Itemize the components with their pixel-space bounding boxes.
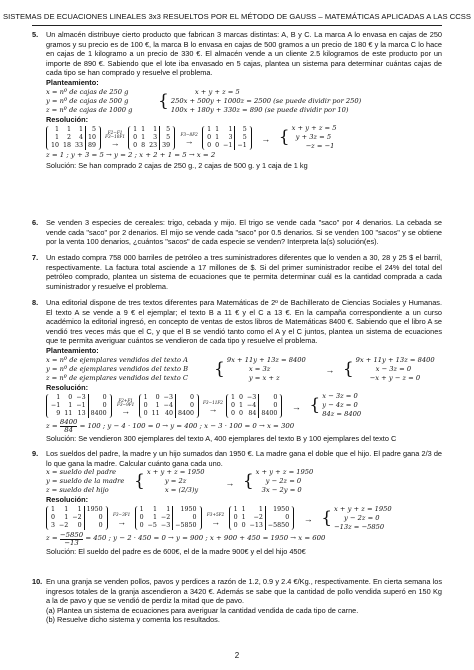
- matrix-cell: 1: [133, 125, 138, 133]
- matrix-cell: 1: [55, 125, 60, 133]
- variable-definitions: [46, 356, 214, 383]
- gauss-steps: [46, 392, 442, 419]
- matrix-cell: 1950: [173, 506, 199, 514]
- matrix-row: [49, 506, 105, 514]
- back-substitution-rest: = 450 ; y − 2 · 450 = 0 → y = 900 ; x + 900 + 450 = 1950 → x = 600: [85, 534, 326, 543]
- matrix-cell: 0: [68, 393, 73, 401]
- matrix-cell: 0: [77, 522, 82, 530]
- triangular-system: [334, 505, 392, 532]
- system-brace: {: [321, 507, 333, 528]
- problem-7: [32, 253, 442, 291]
- matrix-cell: 0: [84, 522, 105, 530]
- fraction: $\frac{8400}{84}$: [59, 418, 78, 435]
- matrix-cell: 1: [153, 125, 158, 133]
- matrix-cell: 2: [67, 133, 72, 141]
- variable-y: y = nº de ejemplares vendidos del texto B: [46, 364, 189, 373]
- back-substitution: [46, 419, 442, 434]
- problem-number: 7.: [32, 253, 39, 262]
- matrix-cell: 0: [139, 514, 144, 522]
- equation-2: x − 3z = 0: [375, 364, 412, 373]
- matrix-cell: 1: [141, 133, 146, 141]
- matrix-cell: −1: [235, 142, 249, 150]
- matrix-cell: 9: [56, 409, 61, 417]
- augmented-matrix-3: [202, 126, 252, 150]
- matrix-cell: 0: [143, 409, 148, 417]
- variable-definitions: [46, 88, 158, 115]
- equation-system-rearranged: [256, 468, 314, 495]
- row-operation-arrow: F3−8F2 →: [180, 131, 198, 146]
- variable-y: y = sueldo de la madre: [46, 477, 125, 486]
- matrix-row: [142, 394, 196, 402]
- matrix-cell: 0: [265, 514, 291, 522]
- matrix-cell: 0: [51, 514, 56, 522]
- system-brace: {: [309, 395, 321, 416]
- question-a: (a) Plantea un sistema de ecuaciones para averiguar la cantidad vendida de cada tipo de carne.: [46, 605, 359, 615]
- matrix-cell: −1: [51, 401, 61, 409]
- z-label: z =: [46, 534, 58, 543]
- augmented-matrix-3: [229, 506, 295, 530]
- matrix-cell: 1: [55, 133, 60, 141]
- matrix-cell: −5: [147, 522, 157, 530]
- matrix-cell: −13: [249, 522, 263, 530]
- matrix-row: [232, 522, 292, 530]
- equation-3: 100x + 180y + 330z = 890 (se puede dividir por 10): [170, 105, 349, 114]
- matrix-cell: 1: [241, 514, 246, 522]
- matrix-cell: 1: [56, 393, 61, 401]
- implies-arrow: →: [225, 477, 235, 488]
- matrix-cell: 4: [79, 133, 84, 141]
- matrix-row: [131, 142, 172, 150]
- equation-1: x − 3z = 0: [322, 392, 358, 401]
- matrix-cell: 0: [133, 141, 138, 149]
- matrix-cell: 0: [233, 522, 238, 530]
- fraction: $\frac{-5850}{-13}$: [59, 530, 84, 547]
- matrix-cell: 3: [51, 522, 56, 530]
- matrix-cell: 0: [155, 393, 160, 401]
- matrix-cell: 0: [259, 394, 280, 402]
- question-b: (b) Resuelve dicho sistema y comenta los resultados.: [46, 615, 220, 625]
- matrix-cell: 0: [88, 394, 109, 402]
- matrix-row: [49, 142, 98, 150]
- matrix-cell: −4: [163, 401, 173, 409]
- equation-system: [227, 356, 317, 383]
- matrix-cell: −2: [72, 514, 82, 522]
- equation-1: x + y + z = 5: [291, 124, 337, 133]
- matrix-cell: 39: [160, 142, 173, 150]
- matrix-cell: −1: [76, 401, 86, 409]
- matrix-cell: −2: [253, 514, 263, 522]
- equation-1: 9x + 11y + 13z = 8400: [355, 355, 435, 364]
- equation-1: x + y + z = 1950: [255, 468, 314, 477]
- system-brace: {: [242, 471, 254, 492]
- solution-text: Solución: Se han comprado 2 cajas de 250 g., 2 cajas de 500 g. y 1 caja de 1 kg: [46, 160, 308, 170]
- matrix-cell: −3: [163, 393, 173, 401]
- matrix-row: [229, 402, 279, 410]
- matrix-row: [232, 514, 292, 522]
- problem-number: 9.: [32, 449, 39, 458]
- matrix-cell: 1: [207, 125, 212, 133]
- variable-z: z = sueldo del hijo: [46, 486, 109, 495]
- equation-3: −z = −1: [305, 142, 335, 151]
- gauss-steps: [46, 124, 442, 151]
- matrix-row: [49, 126, 98, 134]
- equation-2: x = 3z: [248, 364, 271, 373]
- equation-1: x + y + z = 1950: [334, 504, 392, 513]
- equation-system-rearranged: [356, 356, 435, 383]
- matrix-cell: 8: [141, 141, 146, 149]
- matrix-cell: 13: [77, 409, 86, 417]
- matrix-cell: 1: [64, 514, 69, 522]
- equation-1: x + y + z = 5: [194, 87, 240, 96]
- variable-z: z = nº de cajas de 1000 g: [46, 105, 133, 114]
- equation-2: y − 2z = 0: [344, 513, 380, 522]
- row-operation-arrow: F3−11F2 →: [203, 399, 223, 414]
- problem-6: [32, 218, 442, 247]
- equation-system: [147, 468, 217, 495]
- matrix-row: [229, 394, 279, 402]
- equation-2: y + 3z = 5: [295, 133, 332, 142]
- matrix-cell: 5: [235, 134, 249, 142]
- matrix-cell: 0: [215, 141, 220, 149]
- augmented-matrix-2: [128, 126, 175, 150]
- matrix-cell: 0: [207, 141, 212, 149]
- matrix-cell: 1: [152, 506, 157, 514]
- matrix-cell: 0: [175, 394, 196, 402]
- problem-number: 6.: [32, 218, 39, 227]
- variable-x: x = nº de ejemplares vendidos del texto A: [46, 355, 188, 364]
- problem-number: 5.: [32, 30, 39, 39]
- matrix-cell: 1: [79, 125, 84, 133]
- implies-arrow: →: [303, 514, 313, 525]
- system-brace: {: [214, 358, 225, 379]
- matrix-row: [138, 522, 199, 530]
- equation-1: x + y + z = 1950: [146, 468, 205, 477]
- header-rule: [32, 25, 442, 26]
- system-brace: {: [278, 127, 290, 148]
- system-brace: {: [134, 471, 145, 492]
- matrix-cell: −1: [223, 141, 233, 149]
- matrix-cell: 33: [75, 141, 84, 149]
- matrix-row: [49, 394, 109, 402]
- matrix-row: [138, 514, 199, 522]
- equation-3: 3x − 2y = 0: [261, 486, 302, 495]
- equation-2: 250x + 500y + 1000z = 2500 (se puede dividir por 250): [170, 96, 362, 105]
- matrix-row: [205, 142, 249, 150]
- matrix-cell: 18: [63, 141, 72, 149]
- matrix-row: [205, 134, 249, 142]
- row-operation-arrow: F3+5F2 →: [206, 512, 225, 527]
- matrix-cell: 1: [231, 393, 236, 401]
- matrix-cell: 0: [84, 514, 105, 522]
- matrix-cell: 10: [51, 141, 60, 149]
- matrix-row: [138, 506, 199, 514]
- matrix-cell: 0: [241, 522, 246, 530]
- page-number: 2: [234, 651, 240, 660]
- augmented-matrix-1: [46, 394, 112, 418]
- equation-2: y − 4z = 0: [322, 401, 358, 410]
- matrix-cell: 1: [166, 506, 171, 514]
- system-brace: {: [158, 90, 169, 111]
- gauss-steps: [46, 505, 442, 532]
- triangular-system: [292, 124, 337, 151]
- matrix-cell: 0: [231, 409, 236, 417]
- matrix-cell: 8400: [259, 410, 280, 418]
- augmented-matrix-2: [135, 506, 202, 530]
- matrix-cell: −5850: [265, 522, 291, 530]
- matrix-cell: −3: [247, 393, 257, 401]
- solution-text: Solución: El sueldo del padre es de 600€, el de la madre 900€ y el del hijo 450€: [46, 546, 306, 556]
- matrix-cell: 1: [233, 506, 238, 514]
- equation-1: 9x + 11y + 13z = 8400: [226, 355, 306, 364]
- matrix-cell: 1: [239, 401, 244, 409]
- matrix-cell: −4: [247, 401, 257, 409]
- augmented-matrix-1: [46, 506, 108, 530]
- matrix-cell: 1: [143, 393, 148, 401]
- page-header: SISTEMAS DE ECUACIONES LINEALES 3x3 RESUELTOS POR EL MÉTODO DE GAUSS – MATEMÁTICAS APLICADAS A LAS CCSS: [2, 12, 472, 21]
- row-operation-arrow: F2−F1 F3−10F1 →: [105, 129, 126, 149]
- problem-8: [32, 298, 442, 444]
- variable-x: x = sueldo del padre: [46, 468, 117, 477]
- matrix-cell: 0: [207, 133, 212, 141]
- equation-3: x = (2/3)y: [164, 486, 199, 495]
- matrix-cell: 10: [86, 134, 99, 142]
- matrix-cell: 1: [139, 506, 144, 514]
- planteamiento-block: [46, 468, 442, 495]
- matrix-cell: −2: [160, 514, 171, 522]
- equation-3: y = x + z: [248, 373, 280, 382]
- matrix-cell: 1950: [84, 506, 105, 514]
- back-substitution-rest: = 100 ; y − 4 · 100 = 0 → y = 400 ; x − 3 · 100 = 0 → x = 300: [79, 421, 295, 430]
- matrix-row: [131, 126, 172, 134]
- variable-y: y = nº de cajas de 500 g: [46, 96, 129, 105]
- matrix-cell: 23: [149, 141, 158, 149]
- equation-2: y = 2z: [164, 477, 187, 486]
- triangular-system: [322, 392, 361, 419]
- variable-z: z = nº de ejemplares vendidos del texto C: [46, 373, 188, 382]
- variable-x: x = nº de cajas de 250 g: [46, 87, 129, 96]
- matrix-cell: 0: [239, 409, 244, 417]
- matrix-cell: 0: [175, 402, 196, 410]
- matrix-cell: 1: [64, 506, 69, 514]
- matrix-cell: 5: [235, 126, 249, 134]
- matrix-row: [232, 506, 292, 514]
- planteamiento-heading: Planteamiento:: [46, 77, 99, 87]
- augmented-matrix-2: [139, 394, 199, 418]
- matrix-row: [131, 134, 172, 142]
- matrix-cell: 1: [68, 401, 73, 409]
- matrix-cell: 3: [228, 133, 233, 141]
- problem-statement: Una editorial dispone de tres textos diferentes para Matemáticas de 2º de Bachillerato de Ciencias Sociales y Humanas. El texto A se vende a 9 € el ejemplar; el texto B a 11 € y el C a 13 €. En la campaña correspondiente a un curso académico la editorial ingresó, en concepto de ventas de estos libros de Matemáticas 8400 €. Sabiendo que el libro A se vendió tres veces más que el C, y que el B se vendió tanto como el A y el C juntos, plantea un sistema de ecuaciones que te permita averiguar cuántos se vendieron de cada tipo y resuelve el problema.: [46, 298, 442, 346]
- system-brace: {: [342, 358, 354, 379]
- implies-arrow: →: [291, 401, 301, 412]
- row-operation-arrow: F3−3F1 →: [112, 512, 131, 527]
- matrix-cell: 1: [77, 506, 82, 514]
- matrix-cell: 84: [248, 409, 257, 417]
- matrix-cell: 1: [67, 125, 72, 133]
- augmented-matrix-3: [226, 394, 282, 418]
- matrix-cell: 11: [151, 409, 160, 417]
- matrix-cell: 0: [143, 401, 148, 409]
- implies-arrow: →: [261, 133, 271, 144]
- matrix-cell: −3: [160, 522, 171, 530]
- matrix-cell: 5: [160, 126, 173, 134]
- problem-statement: Un almacén distribuye cierto producto que fabrican 3 marcas distintas: A, B y C. La marca A lo envasa en cajas de 250 gramos y su precio es de 100 €, la marca B lo envasa en cajas de 500 gramos a un precio de 180 € y la marca C lo hace en cajas de 1 kilogramo a un precio de 330 €. El almacén vende a un cliente 2.5 kilogramos de este producto por un importe de 890 €. Sabiendo que el lote iba envasado en 5 cajas, plantea un sistema para determinar cuántas cajas de cada tipo se han comprado y resuelve el problema.: [46, 30, 442, 78]
- equation-2: y − 2z = 0: [265, 477, 302, 486]
- equation-3: 84z = 8400: [322, 410, 362, 419]
- back-substitution: z = 1 ; y + 3 = 5 → y = 2 ; x + 2 + 1 = 5 → x = 2: [46, 151, 216, 160]
- matrix-cell: 1: [215, 125, 220, 133]
- matrix-cell: 0: [133, 133, 138, 141]
- z-label: z =: [46, 421, 58, 430]
- equation-system: [171, 88, 361, 115]
- matrix-cell: 0: [231, 401, 236, 409]
- variable-definitions: [46, 468, 134, 495]
- matrix-cell: 1: [258, 506, 263, 514]
- resolucion-heading: Resolución:: [46, 495, 89, 505]
- implies-arrow: →: [325, 365, 335, 376]
- matrix-cell: 89: [86, 142, 99, 150]
- matrix-cell: 5: [160, 134, 173, 142]
- equation-3: −x + y − z = 0: [369, 373, 421, 382]
- matrix-row: [229, 410, 279, 418]
- planteamiento-heading: Planteamiento:: [46, 345, 99, 355]
- equation-3: −13z = −5850: [334, 522, 385, 531]
- problem-number: 8.: [32, 298, 39, 307]
- problem-statement: Los sueldos del padre, la madre y un hijo sumados dan 1950 €. La madre gana el doble que el hijo. El padre gana 2/3 de lo que gana la madre. Calcular cuánto gana cada uno.: [46, 449, 442, 468]
- matrix-cell: 0: [88, 402, 109, 410]
- problem-9: [32, 449, 442, 556]
- matrix-cell: 8400: [88, 410, 109, 418]
- matrix-cell: 11: [64, 409, 73, 417]
- problem-5: [32, 30, 442, 170]
- problem-statement: En una granja se venden pollos, pavos y perdices a razón de 1.2, 0.9 y 2.4 €/Kg., respectivamente. En cierta semana los ingresos totales de la granja ascendieron a 3420 €. Además se sabe que la cantidad de pollo vendida superó en 150 Kg a la de pavo y que se vendió de perdiz la mitad que de pavo.: [46, 577, 442, 606]
- matrix-row: [49, 514, 105, 522]
- planteamiento-block: [46, 356, 442, 383]
- matrix-row: [142, 402, 196, 410]
- matrix-row: [205, 126, 249, 134]
- planteamiento-block: [46, 88, 442, 115]
- back-substitution: [46, 532, 442, 547]
- matrix-cell: 1: [241, 506, 246, 514]
- matrix-row: [49, 134, 98, 142]
- matrix-cell: 0: [259, 402, 280, 410]
- matrix-cell: 0: [233, 514, 238, 522]
- problem-statement: Un estado compra 758 000 barriles de petróleo a tres suministradores diferentes que lo venden a 30, 28 y 25 $ el barril, respectivamente. La factura total asciende a 17 millones de $. Si del primer suministrador recibe el 24% del total del petróleo comprado, plantea un sistema de ecuaciones que te permita determinar cuál es la cantidad comprada a cada suministrador y resuelve el problema.: [46, 253, 442, 291]
- matrix-cell: −3: [76, 393, 86, 401]
- matrix-cell: 1: [215, 133, 220, 141]
- resolucion-heading: Resolución:: [46, 382, 89, 392]
- matrix-cell: 3: [153, 133, 158, 141]
- matrix-cell: −5850: [173, 522, 199, 530]
- augmented-matrix-1: [46, 126, 101, 150]
- problem-10: [32, 577, 442, 625]
- matrix-cell: 1: [155, 401, 160, 409]
- matrix-row: [49, 410, 109, 418]
- matrix-cell: 5: [86, 126, 99, 134]
- matrix-cell: 1: [51, 506, 56, 514]
- matrix-row: [49, 522, 105, 530]
- matrix-cell: 8400: [175, 410, 196, 418]
- matrix-cell: 40: [164, 409, 173, 417]
- matrix-cell: 0: [139, 522, 144, 530]
- matrix-cell: 0: [239, 393, 244, 401]
- matrix-cell: 0: [173, 514, 199, 522]
- matrix-cell: −2: [59, 522, 69, 530]
- matrix-cell: 1: [141, 125, 146, 133]
- problem-statement: Se venden 3 especies de cereales: trigo, cebada y mijo. El trigo se vende cada "saco" por 4 denarios. La cebada se vende cada "saco" por 2 denarios. El mijo se vende cada "saco" por 0.5 denarios. Si se venden 100 "sacos" y se obtiene por la venta 100 denarios, ¿cuántos "sacos" de cada especie se venden? Interpreta la(s) solución(es).: [46, 218, 442, 247]
- matrix-cell: 1: [228, 125, 233, 133]
- matrix-row: [142, 410, 196, 418]
- matrix-row: [49, 402, 109, 410]
- row-operation-arrow: F2+F1 F3−9F1 →: [116, 397, 135, 417]
- resolucion-heading: Resolución:: [46, 114, 89, 124]
- matrix-cell: 1950: [265, 506, 291, 514]
- problem-number: 10.: [32, 577, 43, 586]
- matrix-cell: 1: [152, 514, 157, 522]
- solution-text: Solución: Se vendieron 300 ejemplares del texto A, 400 ejemplares del texto B y 100 ejemplares del texto C: [46, 434, 397, 444]
